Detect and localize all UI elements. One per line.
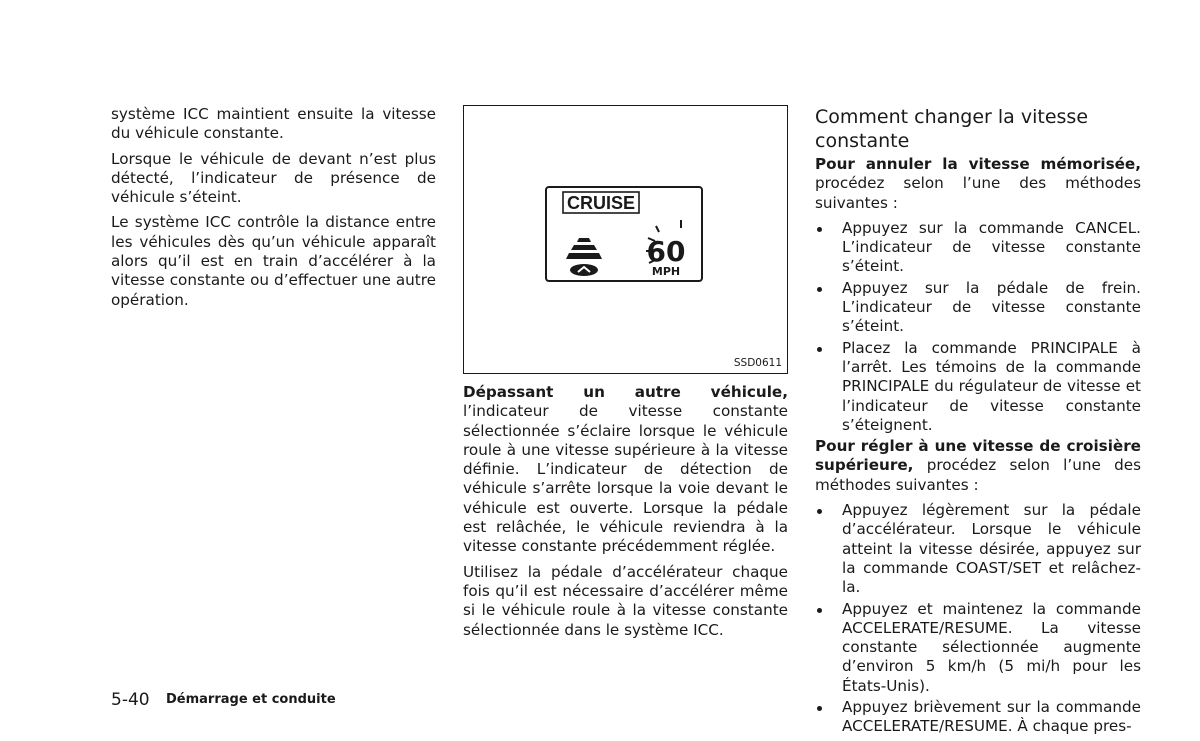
- paragraph: Lorsque le véhicule de devant n’est plus détecté, l’indicateur de présence de véhicule s’éteint.: [111, 149, 436, 207]
- paragraph: système ICC maintient ensuite la vitesse du véhicule constante.: [111, 105, 436, 143]
- cancel-methods-list: [815, 219, 1141, 435]
- column-left: [111, 105, 436, 316]
- paragraph-lead: Pour régler à une vitesse de croisière supérieure,: [815, 437, 1141, 475]
- higher-speed-methods-list: [815, 501, 1141, 737]
- speed-unit: MPH: [651, 265, 681, 278]
- set-speed-value: 60: [646, 235, 686, 268]
- cruise-display-illustration: [545, 186, 703, 282]
- paragraph: [463, 383, 788, 557]
- section-title: Démarrage et conduite: [166, 692, 336, 707]
- list-item: Appuyez et maintenez la commande ACCELERATE/RESUME. La vitesse constante sélectionnée augmente d’environ 5 km/h (5 mi/h pour les États-Unis).: [815, 600, 1141, 696]
- paragraph: [815, 155, 1141, 213]
- column-right: [815, 105, 1141, 739]
- figure-code: SSD0611: [733, 357, 782, 369]
- list-item: Appuyez légèrement sur la pédale d’accélérateur. Lorsque le véhicule atteint la vitesse désirée, appuyez sur la commande COAST/SET et relâchez-la.: [815, 501, 1141, 597]
- paragraph-body: l’indicateur de vitesse constante sélectionnée s’éclaire lorsque le véhicule roule à une vitesse supérieure à la vitesse définie. L’indicateur de détection de véhicule s’arrête lorsque la voie devant le véhicule est ouverte. Lorsque la pédale est relâchée, le véhicule reviendra à la vitesse constante précédemment réglée.: [463, 402, 788, 556]
- column-middle: [463, 383, 788, 646]
- paragraph: Le système ICC contrôle la distance entre les véhicules dès qu’un véhicule apparaît alors qu’il est en train d’accélérer à la vitesse constante ou d’effectuer une autre opération.: [111, 213, 436, 309]
- cruise-display-figure: [463, 105, 788, 374]
- list-item: Placez la commande PRINCIPALE à l’arrêt. Les témoins de la commande PRINCIPALE du régulateur de vitesse et l’indicateur de vitesse constante s’éteignent.: [815, 339, 1141, 435]
- list-item: Appuyez sur la pédale de frein. L’indicateur de vitesse constante s’éteint.: [815, 279, 1141, 337]
- cruise-label: CRUISE: [566, 193, 636, 213]
- list-item: Appuyez brièvement sur la commande ACCELERATE/RESUME. À chaque pres-: [815, 698, 1141, 737]
- paragraph: Utilisez la pédale d’accélérateur chaque fois qu’il est nécessaire d’accélérer même si le véhicule roule à la vitesse constante sélectionnée dans le système ICC.: [463, 562, 788, 639]
- vehicle-ahead-icon: [566, 238, 602, 276]
- paragraph-body: procédez selon l’une des méthodes suivantes :: [815, 456, 1141, 494]
- paragraph-lead: Dépassant un autre véhicule,: [463, 383, 788, 401]
- paragraph-lead: Pour annuler la vitesse mémorisée,: [815, 155, 1141, 173]
- list-item: Appuyez sur la commande CANCEL. L’indicateur de vitesse constante s’éteint.: [815, 219, 1141, 277]
- section-heading: Comment changer la vitesse constante: [815, 106, 1089, 152]
- paragraph-body: procédez selon l’une des méthodes suivantes :: [815, 174, 1141, 212]
- page-number: 5-40: [111, 690, 150, 710]
- paragraph: [815, 437, 1141, 495]
